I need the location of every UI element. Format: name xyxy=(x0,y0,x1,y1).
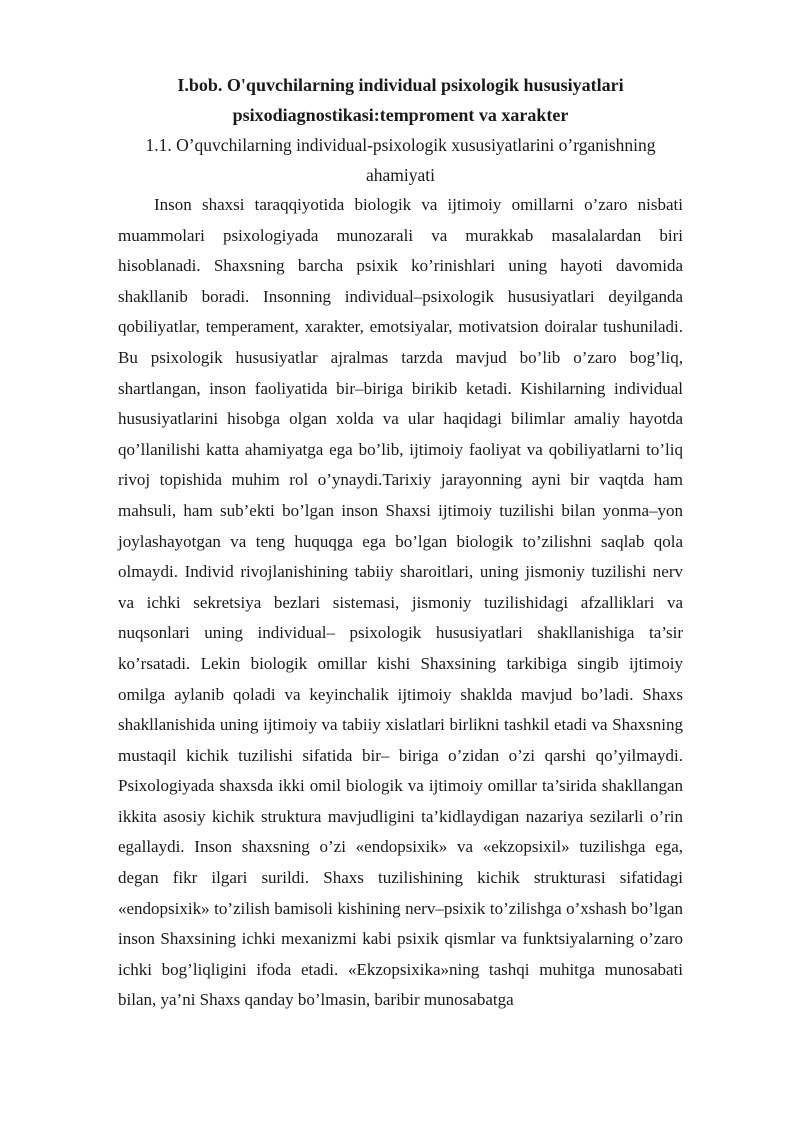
section-title: 1.1. O’quvchilarning individual-psixologik xususiyatlarini o’rganishning ahamiyati xyxy=(145,135,656,185)
chapter-title: I.bob. O'quvchilarning individual psixologik hususiyatlari psixodiagnostikasi:temproment va xarakter xyxy=(177,75,624,125)
body-paragraph: Inson shaxsi taraqqiyotida biologik va ijtimoiy omillarni o’zaro nisbati muammolari psixologiyada munozarali va murakkab masalalardan biri hisoblanadi. Shaxsning barcha psixik ko’rinishlari uning hayoti davomida shakllanib boradi. Insonning individual–psixologik hususiyatlari deyilganda qobiliyatlar, temperament, xarakter, emotsiyalar, motivatsion doiralar tushuniladi. Bu psixologik hususiyatlar ajralmas tarzda mavjud bo’lib o’zaro bog’liq, shartlangan, inson faoliyatida bir–biriga birikib ketadi. Kishilarning individual hususiyatlarini hisobga olgan xolda va ular haqidagi bilimlar amaliy hayotda qo’llanilishi katta ahamiyatga ega bo’lib, ijtimoiy faoliyat va qobiliyatlarni to’liq rivoj topishida muhim rol o’ynaydi.Tarixiy jarayonning ayni bir vaqtda ham mahsuli, ham sub’ekti bo’lgan inson Shaxsi ijtimoiy tuzilishi bilan yonma–yon joylashayotgan va teng huquqga ega bo’lgan biologik to’zilishni saqlab qola olmaydi. Individ rivojlanishining tabiiy sharoitlari, uning jismoniy tuzilishi nerv va ichki sekretsiya bezlari sistemasi, jismoniy tuzilishidagi afzalliklari va nuqsonlari uning individual– psixologik hususiyatlari shakllanishiga ta’sir ko’rsatadi. Lekin biologik omillar kishi Shaxsining tarkibiga singib ijtimoiy omilga aylanib qoladi va keyinchalik ijtimoiy shaklda mavjud bo’ladi. Shaxs shakllanishida uning ijtimoiy va tabiiy xislatlari birlikni tashkil etadi va Shaxsning mustaqil kichik tuzilishi sifatida bir– biriga o’zidan o’zi qarshi qo’yilmaydi. Psixologiyada shaxsda ikki omil biologik va ijtimoiy omillar ta’sirida shakllangan ikkita asosiy kichik struktura mavjudligini ta’kidlaydigan nazariya sezilarli o’rin egallaydi. Inson shaxsning o’zi «endopsixik» va «ekzopsixil» tuzilishga ega, degan fikr ilgari surildi. Shaxs tuzilishining kichik strukturasi sifatidagi «endopsixik» to’zilish bamisoli kishining nerv–psixik to’zilishga o’xshash bo’lgan inson Shaxsining ichki mexanizmi kabi psixik qismlar va funktsiyalarning o’zaro ichki bog’liqligini ifoda etadi. «Ekzopsixika»ning tashqi muhitga munosabati bilan, ya’ni Shaxs qanday bo’lmasin, baribir munosabatga xyxy=(118,195,683,1010)
document-page xyxy=(118,70,683,1016)
